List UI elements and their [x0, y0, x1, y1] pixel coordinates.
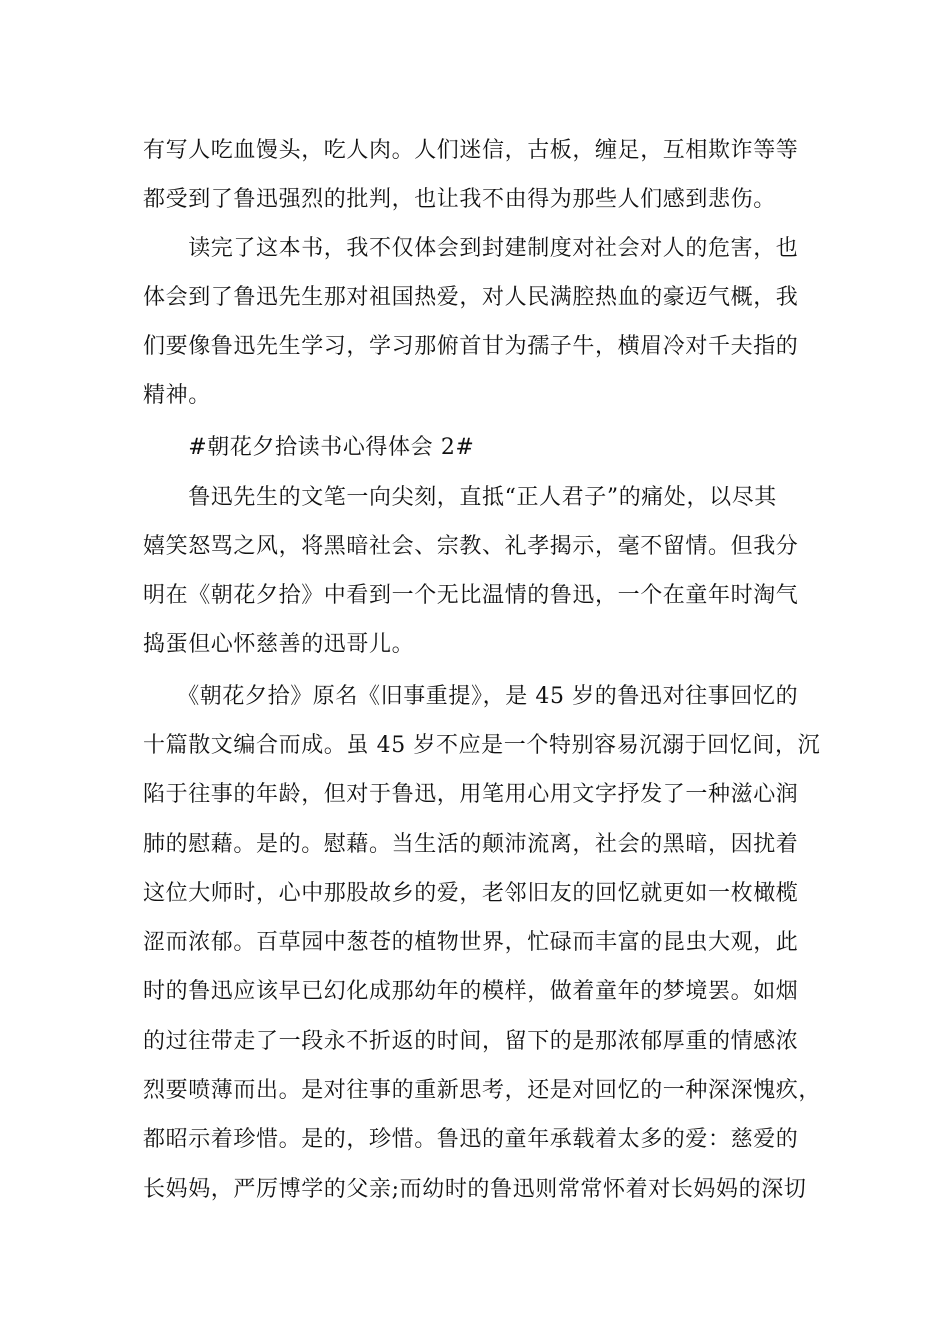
text-line: 有写人吃血馒头，吃人肉。人们迷信，古板，缠足，互相欺诈等等	[143, 138, 799, 163]
text-line: 读完了这本书，我不仅体会到封建制度对社会对人的危害，也	[143, 236, 799, 261]
text-line: 长妈妈，严厉博学的父亲;而幼时的鲁迅则常常怀着对长妈妈的深切	[143, 1177, 807, 1202]
text-line: 都昭示着珍惜。是的，珍惜。鲁迅的童年承载着太多的爱：慈爱的	[143, 1127, 799, 1152]
text-line: 们要像鲁迅先生学习，学习那俯首甘为孺子牛，横眉冷对千夫指的	[143, 334, 799, 359]
text-line: 明在《朝花夕拾》中看到一个无比温情的鲁迅，一个在童年时淘气	[143, 583, 799, 608]
text-line: 精神。	[143, 383, 211, 408]
section-heading: #朝花夕拾读书心得体会 2#	[143, 435, 475, 460]
text-line: 烈要喷薄而出。是对往事的重新思考，还是对回忆的一种深深愧疚，	[143, 1078, 822, 1103]
text-line: 嬉笑怒骂之风，将黑暗社会、宗教、礼孝揭示，毫不留情。但我分	[143, 534, 799, 559]
text-line: 涩而浓郁。百草园中葱苍的植物世界，忙碌而丰富的昆虫大观，此	[143, 930, 799, 955]
text-line: 陷于往事的年龄，但对于鲁迅，用笔用心用文字抒发了一种滋心润	[143, 782, 799, 807]
text-line: 体会到了鲁迅先生那对祖国热爱，对人民满腔热血的豪迈气概，我	[143, 285, 799, 310]
text-line: 的过往带走了一段永不折返的时间，留下的是那浓郁厚重的情感浓	[143, 1029, 799, 1054]
text-line: 鲁迅先生的文笔一向尖刻，直抵“正人君子”的痛处，以尽其	[143, 485, 777, 510]
text-line: 《朝花夕拾》原名《旧事重提》，是 45 岁的鲁迅对往事回忆的	[143, 684, 799, 709]
text-line: 肺的慰藉。是的。慰藉。当生活的颠沛流离，社会的黑暗，因扰着	[143, 832, 799, 857]
text-line: 捣蛋但心怀慈善的迅哥儿。	[143, 632, 415, 657]
text-line: 都受到了鲁迅强烈的批判，也让我不由得为那些人们感到悲伤。	[143, 187, 776, 212]
text-line: 十篇散文编合而成。虽 45 岁不应是一个特别容易沉溺于回忆间，沉	[143, 733, 821, 758]
text-line: 时的鲁迅应该早已幻化成那幼年的模样，做着童年的梦境罢。如烟	[143, 979, 799, 1004]
text-line: 这位大师时，心中那股故乡的爱，老邻旧友的回忆就更如一枚橄榄	[143, 881, 799, 906]
